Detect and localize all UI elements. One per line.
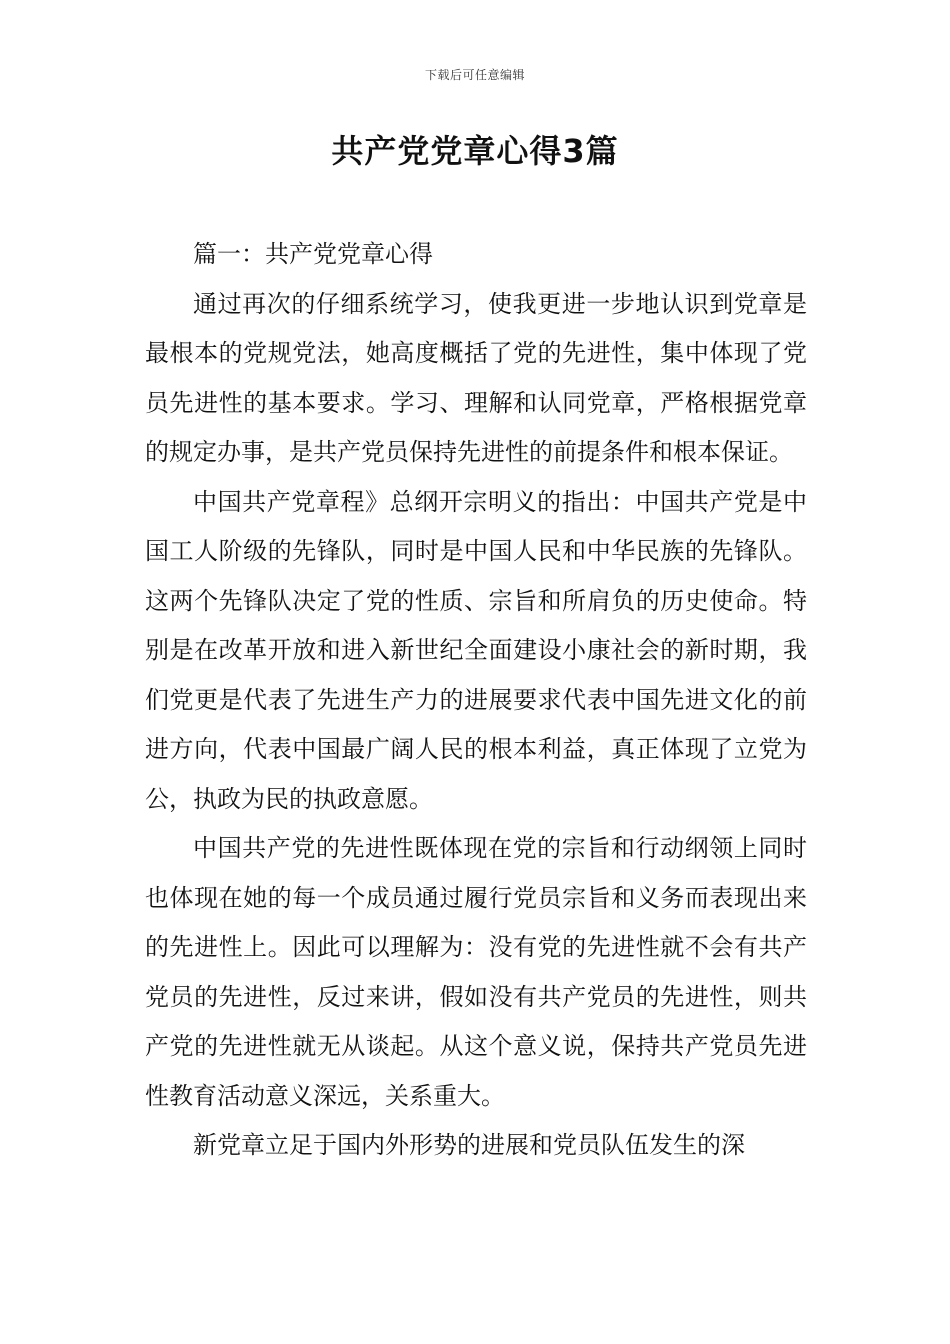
body-paragraph: 通过再次的仔细系统学习，使我更进一步地认识到党章是最根本的党规党法，她高度概括了党的先进性，集中体现了党员先进性的基本要求。学习、理解和认同党章，严格根据党章的规定办事，是共产党员保持先进性的前提条件和根本保证。 (145, 289, 807, 466)
document-title: 共产党党章心得3篇 (331, 132, 619, 170)
header-note: 下载后可任意编辑 (424, 68, 525, 82)
body-paragraph: 新党章立足于国内外形势的进展和党员队伍发生的深 (193, 1131, 745, 1159)
body-paragraph: 中国共产党章程》总纲开宗明义的指出：中国共产党是中国工人阶级的先锋队，同时是中国人民和中华民族的先锋队。这两个先锋队决定了党的性质、宗旨和所肩负的历史使命。特别是在改革开放和进入新世纪全面建设小康社会的新时期，我们党更是代表了先进生产力的进展要求代表中国先进文化的前进方向，代表中国最广阔人民的根本利益，真正体现了立党为公，执政为民的执政意愿。 (145, 487, 807, 813)
body-paragraph: 中国共产党的先进性既体现在党的宗旨和行动纲领上同时也体现在她的每一个成员通过履行党员宗旨和义务而表现出来的先进性上。因此可以理解为：没有党的先进性就不会有共产党员的先进性，反过来讲，假如没有共产党员的先进性，则共产党的先进性就无从谈起。从这个意义说，保持共产党员先进性教育活动意义深远，关系重大。 (145, 834, 807, 1110)
document-body (145, 230, 807, 1171)
section-heading: 篇一：共产党党章心得 (193, 240, 433, 268)
